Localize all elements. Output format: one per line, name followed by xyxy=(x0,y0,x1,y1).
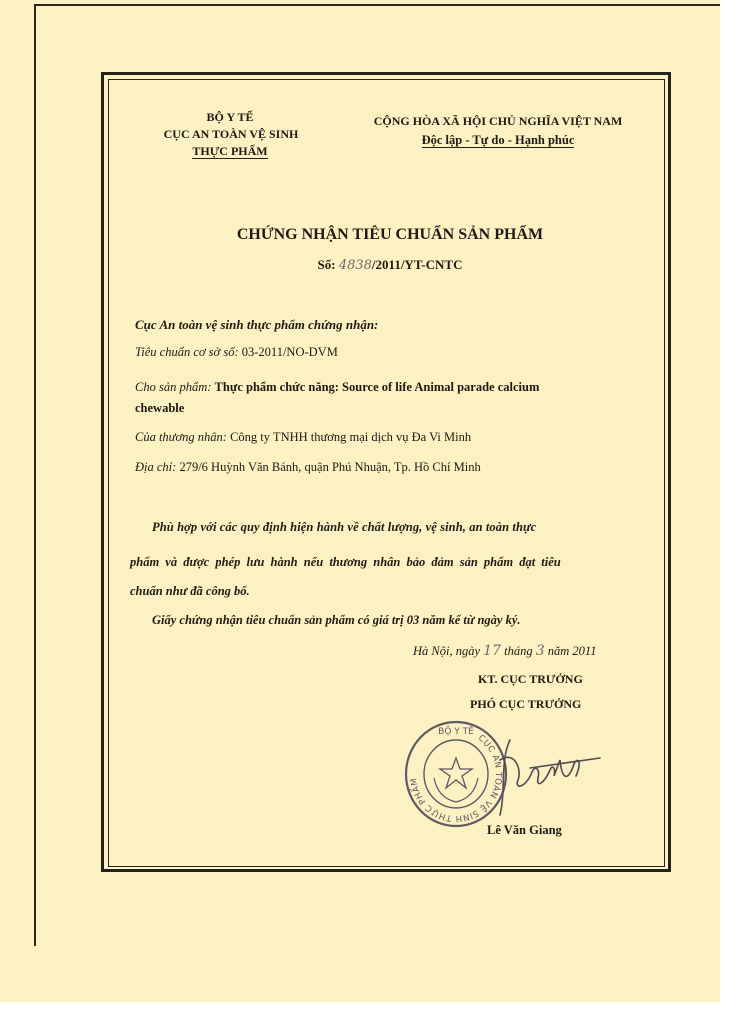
signature-stroke xyxy=(500,740,600,815)
number-prefix: Số: xyxy=(317,257,336,272)
signatory-on-behalf: KT. CỤC TRƯỞNG xyxy=(478,672,583,686)
department-name-line2 xyxy=(150,144,310,159)
standard-label: Tiêu chuẩn cơ sở số: xyxy=(135,345,239,359)
date-day: 17 xyxy=(483,643,501,659)
conformity-line2: phẩm và được phép lưu hành nếu thương nhân bảo đảm sản phẩm đạt tiêu xyxy=(130,555,561,569)
certificate-title: CHỨNG NHẬN TIÊU CHUẨN SẢN PHẨM xyxy=(236,226,544,243)
product-label: Cho sản phẩm: xyxy=(135,380,212,394)
national-motto-text: Độc lập - Tự do - Hạnh phúc xyxy=(421,133,575,147)
ministry-name: BỘ Y TẾ xyxy=(206,110,254,124)
scan-edge-top xyxy=(34,4,720,6)
handwritten-signature xyxy=(470,720,620,820)
date-month-label: tháng xyxy=(504,644,533,658)
stamp-top-text: BỘ Y TẾ xyxy=(438,727,474,737)
conformity-line3: chuẩn như đã công bố. xyxy=(130,584,250,598)
scan-edge-left xyxy=(34,4,36,946)
department-name-line2-text: THỰC PHẨM xyxy=(192,144,268,158)
date-place: Hà Nội, ngày xyxy=(413,644,481,658)
intro-text: Cục An toàn vệ sinh thực phẩm chứng nhận: xyxy=(135,317,379,332)
national-motto xyxy=(352,133,644,148)
address-label: Địa chỉ: xyxy=(135,460,177,474)
address-row xyxy=(135,460,481,475)
validity-statement: Giấy chứng nhận tiêu chuẩn sản phẩm có giá trị 03 năm kể từ ngày ký. xyxy=(152,613,521,627)
merchant-row xyxy=(135,430,471,445)
stamp-star-icon xyxy=(440,758,472,788)
scan-margin-right xyxy=(720,0,744,1024)
product-value-line2: chewable xyxy=(135,401,185,415)
certificate-number xyxy=(280,257,500,273)
standard-value: 03-2011/NO-DVM xyxy=(241,345,338,359)
number-handwritten: 4838 xyxy=(338,258,372,273)
number-suffix: /2011/YT-CNTC xyxy=(371,257,463,272)
conformity-line1: Phù hợp với các quy định hiện hành về chất lượng, vệ sinh, an toàn thực xyxy=(152,520,537,534)
scan-margin-bottom xyxy=(0,1002,744,1024)
country-name: CỘNG HÒA XÃ HỘI CHỦ NGHĨA VIỆT NAM xyxy=(373,114,623,128)
issue-date xyxy=(413,643,596,659)
address-value: 279/6 Huỳnh Văn Bánh, quận Phú Nhuận, Tp. Hồ Chí Minh xyxy=(179,460,481,474)
product-value: Thực phẩm chức năng: Source of life Animal parade calcium xyxy=(214,380,540,394)
signatory-position: PHÓ CỤC TRƯỞNG xyxy=(470,697,582,711)
department-name-line1: CỤC AN TOÀN VỆ SINH xyxy=(163,127,299,141)
signatory-name: Lê Văn Giang xyxy=(487,823,562,837)
stamp-ring-text: CỤC AN TOÀN VỆ SINH THỰC PHẨM xyxy=(409,733,504,824)
date-year: năm 2011 xyxy=(547,644,597,658)
standard-row xyxy=(135,345,338,360)
product-row xyxy=(135,380,539,395)
date-month: 3 xyxy=(535,643,545,659)
merchant-value: Công ty TNHH thương mại dịch vụ Đa Vi Minh xyxy=(230,430,472,444)
merchant-label: Của thương nhân: xyxy=(135,430,227,444)
